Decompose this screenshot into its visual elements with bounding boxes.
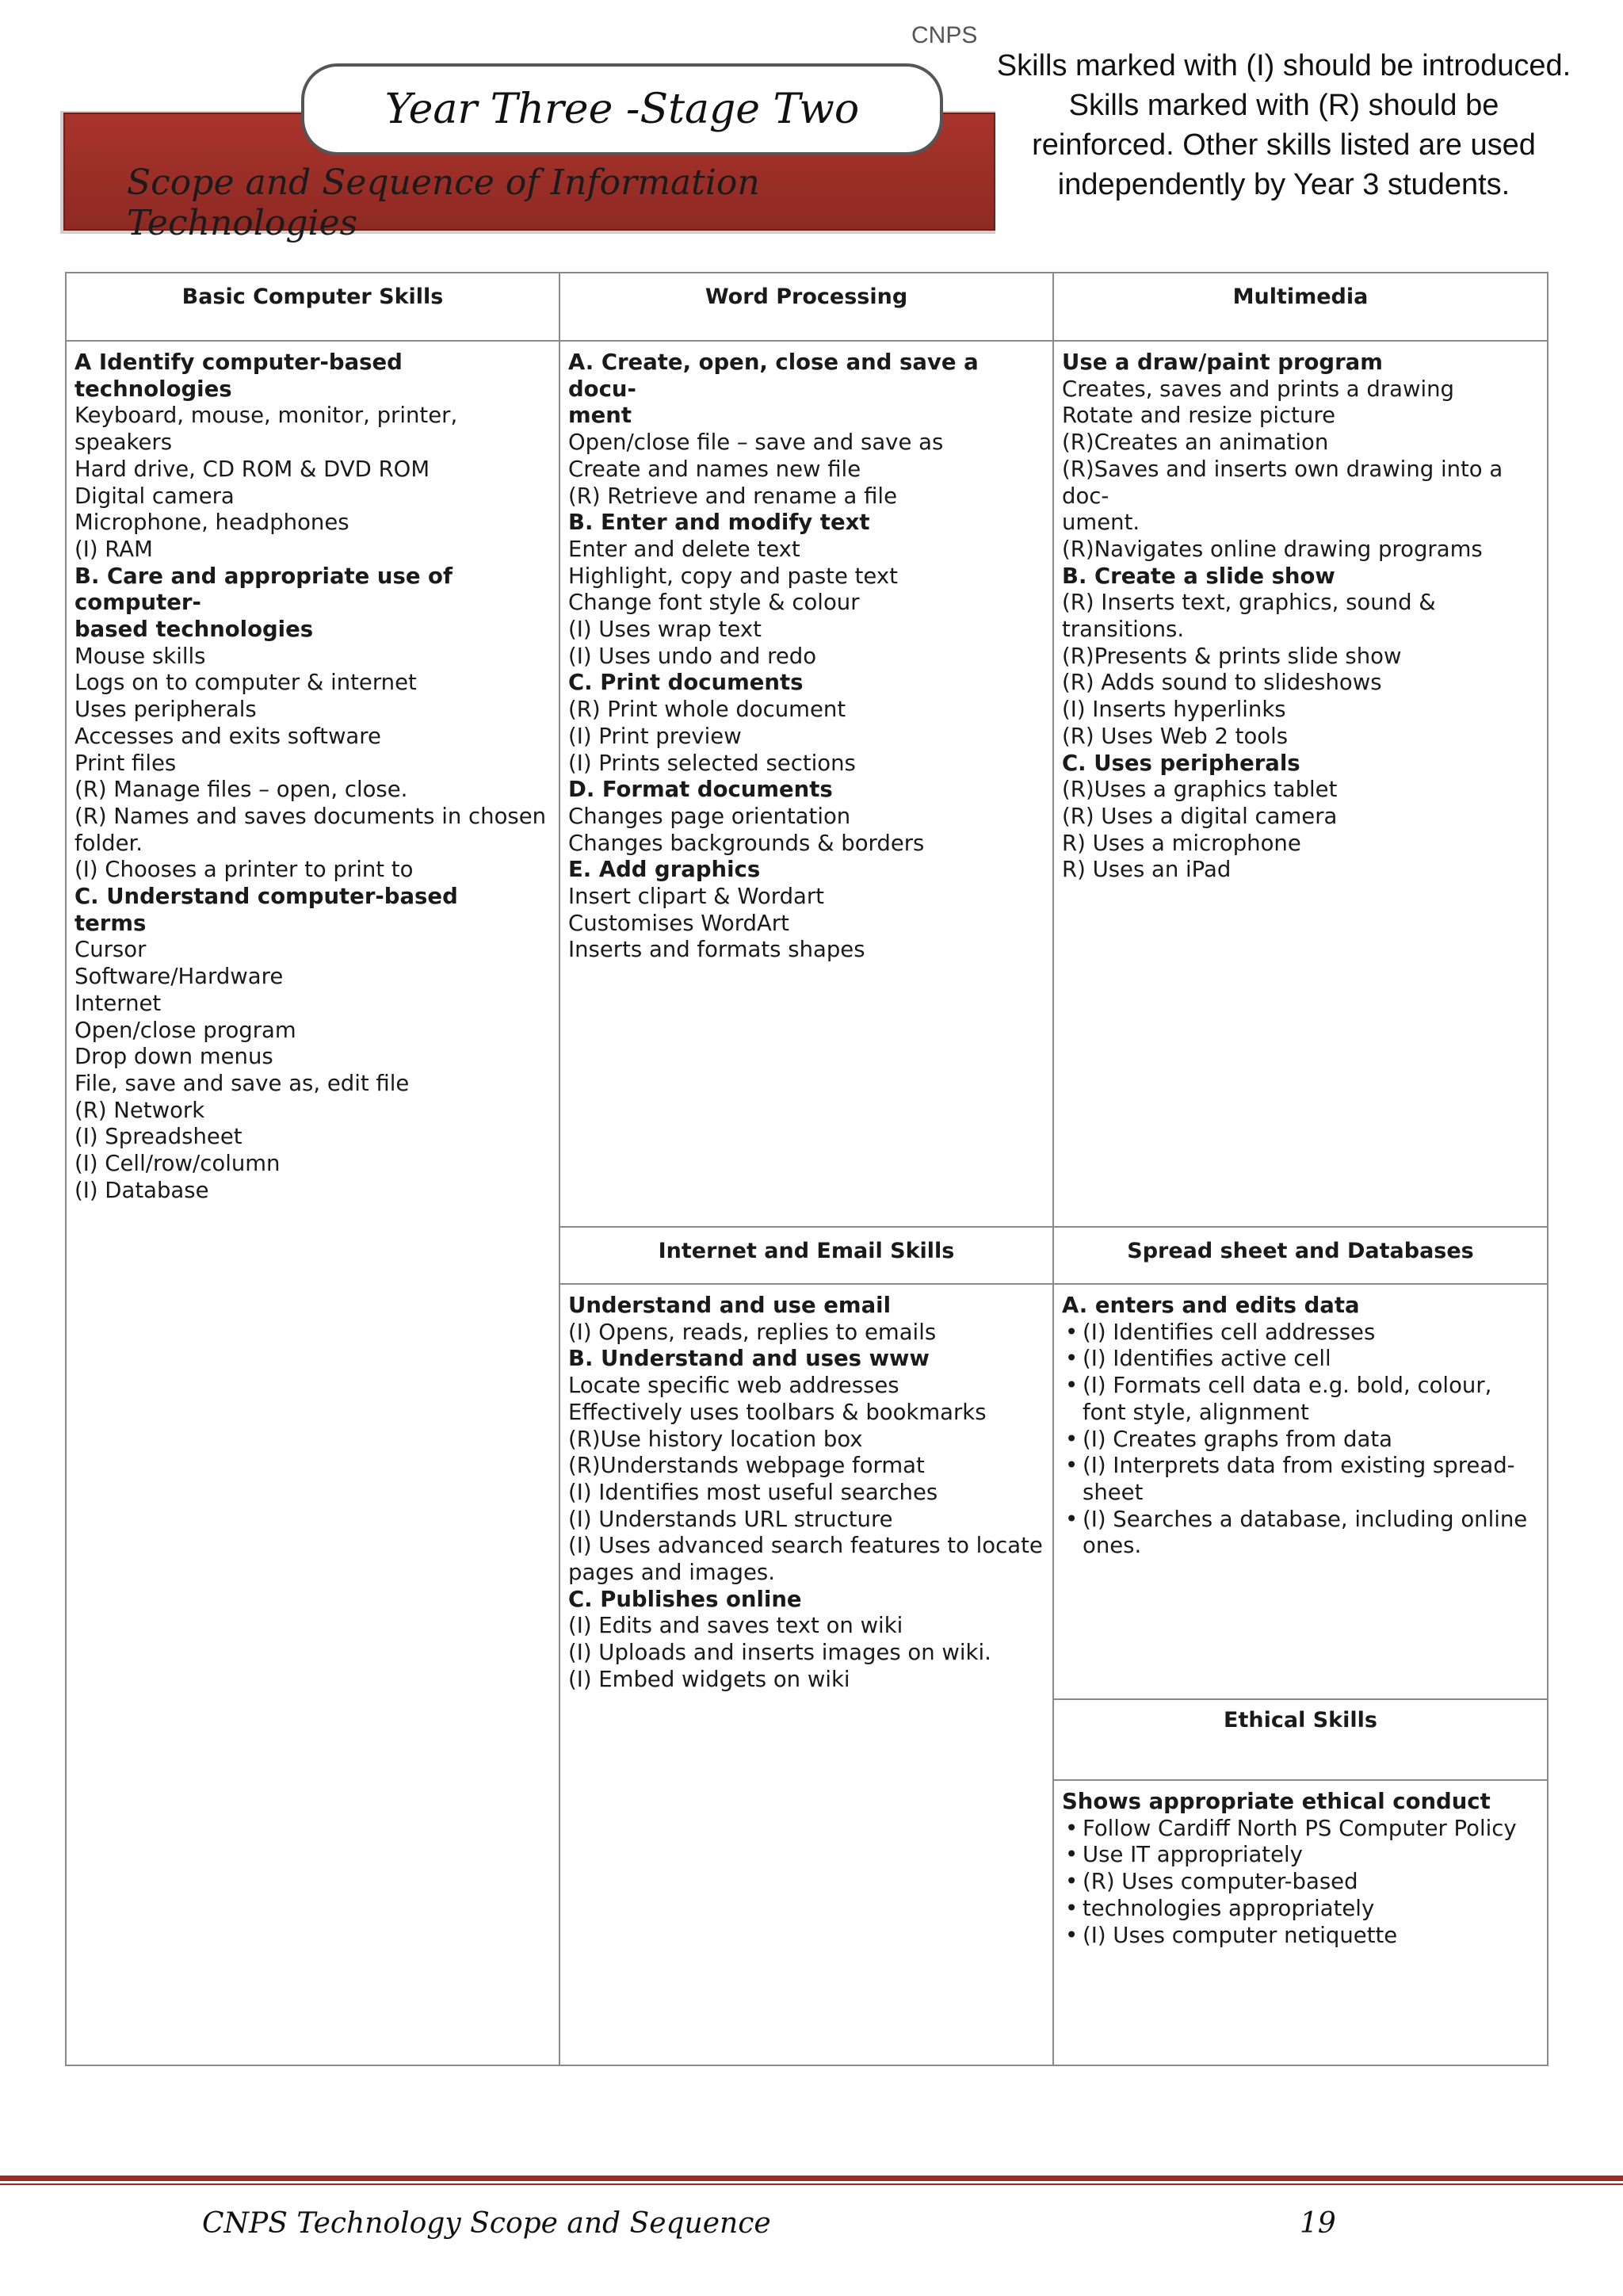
footer-text: CNPS Technology Scope and Sequence: [202, 2207, 771, 2240]
skill-item: (I) Understands URL structure: [568, 1506, 893, 1532]
heading-ethical: Ethical Skills: [1053, 1699, 1548, 1780]
section-heading: based technologies: [74, 617, 314, 643]
legend-note: Skills marked with (I) should be introduced. Skills marked with (R) should be reinforced. Other skills listed are used independently by Year 3 students.: [996, 49, 1571, 201]
section-heading: C. Understand computer-based: [74, 884, 458, 910]
bullet-item: • technologies appropriately: [1062, 1896, 1539, 1923]
skill-item: Open/close file – save and save as: [568, 430, 944, 456]
skill-item: (I) Uploads and inserts images on wiki.: [568, 1640, 991, 1666]
skill-item: Creates, saves and prints a drawing: [1062, 376, 1455, 402]
bullet-item: • (I) Searches a database, including online ones.: [1062, 1507, 1539, 1560]
skill-item: (I) Opens, reads, replies to emails: [568, 1319, 937, 1345]
skill-item: Microphone, headphones: [74, 510, 349, 536]
cell-basic: [66, 341, 559, 2065]
skill-item: (R) Manage files – open, close.: [74, 777, 408, 803]
skill-item: Software/Hardware: [74, 964, 284, 990]
skill-item: pages and images.: [568, 1560, 775, 1586]
scope-table: [65, 272, 1549, 2066]
skill-item: Internet: [74, 990, 162, 1016]
skill-item: Mouse skills: [74, 643, 206, 669]
skill-item: (R) Uses Web 2 tools: [1062, 723, 1289, 749]
skill-item: Changes backgrounds & borders: [568, 830, 925, 856]
heading-internet: Internet and Email Skills: [559, 1227, 1053, 1284]
cell-spreadsheet: [1053, 1284, 1548, 1699]
skill-item: Locate specific web addresses: [568, 1373, 899, 1399]
skill-item: (I) Prints selected sections: [568, 750, 856, 776]
cell-internet: [559, 1284, 1053, 2065]
skill-item: (I) Uses wrap text: [568, 617, 762, 643]
skill-item: (I) Embed widgets on wiki: [568, 1666, 850, 1692]
skill-item: (I) Identifies most useful searches: [568, 1479, 938, 1505]
section-heading: A. Create, open, close and save a docu-: [568, 350, 979, 402]
page-number: 19: [1300, 2207, 1336, 2240]
skill-item: (R) Names and saves documents in chosen: [74, 803, 547, 829]
cell-word: [559, 341, 1053, 1227]
bullet-item: • (I) Creates graphs from data: [1062, 1427, 1539, 1454]
section-heading: A. enters and edits data: [1062, 1293, 1360, 1318]
skill-item: Hard drive, CD ROM & DVD ROM: [74, 456, 430, 482]
bullet-item: • (I) Identifies active cell: [1062, 1346, 1539, 1373]
skill-item: Insert clipart & Wordart: [568, 884, 824, 910]
section-heading: C. Print documents: [568, 670, 804, 696]
school-label: CNPS: [911, 22, 978, 48]
skill-item: folder.: [74, 830, 143, 856]
skill-item: (I) Database: [74, 1177, 209, 1203]
skill-item: Inserts and formats shapes: [568, 937, 865, 963]
section-heading: B. Care and appropriate use of computer-: [74, 563, 453, 616]
heading-spreadsheet: Spread sheet and Databases: [1053, 1227, 1548, 1284]
skill-item: Effectively uses toolbars & bookmarks: [568, 1399, 987, 1425]
skill-item: Open/close program: [74, 1017, 296, 1043]
section-heading: Shows appropriate ethical conduct: [1062, 1789, 1491, 1814]
section-heading: A Identify computer-based technologies: [74, 350, 403, 402]
skill-item: (I) Inserts hyperlinks: [1062, 697, 1286, 723]
skill-item: (R)Navigates online drawing programs: [1062, 536, 1483, 562]
skill-item: (I) Spreadsheet: [74, 1124, 242, 1150]
skill-item: (R) Uses a digital camera: [1062, 803, 1338, 829]
skill-item: (I) Print preview: [568, 723, 742, 749]
page-title: Year Three -Stage Two: [301, 63, 943, 155]
skill-item: (R)Use history location box: [568, 1426, 863, 1452]
skill-item: Customises WordArt: [568, 910, 789, 936]
section-heading: ment: [568, 403, 632, 429]
section-heading: C. Publishes online: [568, 1586, 802, 1612]
skill-item: (I) RAM: [74, 536, 153, 562]
skill-item: (I) Chooses a printer to print to: [74, 857, 414, 883]
skill-item: (R) Inserts text, graphics, sound & transitions.: [1062, 590, 1436, 643]
skill-item: Drop down menus: [74, 1044, 273, 1070]
skill-item: Logs on to computer & internet: [74, 670, 417, 696]
footer-rule-thin: [0, 2183, 1623, 2185]
bullet-item: • (R) Uses computer-based: [1062, 1869, 1539, 1896]
bullet-item: • Use IT appropriately: [1062, 1842, 1539, 1869]
bullet-item: • (I) Formats cell data e.g. bold, colour, font style, alignment: [1062, 1373, 1539, 1426]
skill-item: (R)Presents & prints slide show: [1062, 643, 1402, 669]
bullet-item: • Follow Cardiff North PS Computer Policy: [1062, 1816, 1539, 1843]
section-heading: D. Format documents: [568, 777, 833, 803]
heading-multimedia: Multimedia: [1053, 273, 1548, 341]
heading-basic: Basic Computer Skills: [66, 273, 559, 341]
skill-item: Rotate and resize picture: [1062, 403, 1335, 429]
bullet-item: • (I) Uses computer netiquette: [1062, 1923, 1539, 1950]
cell-multimedia: [1053, 341, 1548, 1227]
bullet-item: • (I) Identifies cell addresses: [1062, 1320, 1539, 1347]
skill-item: R) Uses a microphone: [1062, 830, 1301, 856]
skill-item: (R) Print whole document: [568, 697, 846, 723]
skill-item: Change font style & colour: [568, 590, 860, 616]
section-heading: B. Create a slide show: [1062, 563, 1335, 589]
bullet-item: • (I) Interprets data from existing spread-sheet: [1062, 1453, 1539, 1506]
footer-rule: [0, 2176, 1623, 2181]
section-heading: Understand and use email: [568, 1293, 891, 1318]
skill-item: Cursor: [74, 937, 147, 963]
skill-item: Create and names new file: [568, 456, 861, 482]
section-heading: E. Add graphics: [568, 857, 761, 883]
skill-item: (I) Uses undo and redo: [568, 643, 817, 669]
skill-item: (R) Retrieve and rename a file: [568, 483, 897, 509]
skill-item: (R)Saves and inserts own drawing into a doc-: [1062, 456, 1503, 509]
skill-item: Print files: [74, 750, 177, 776]
skill-item: Enter and delete text: [568, 536, 800, 562]
skill-item: Changes page orientation: [568, 803, 851, 829]
skill-item: (R) Adds sound to slideshows: [1062, 670, 1382, 696]
skill-item: Keyboard, mouse, monitor, printer, speakers: [74, 403, 458, 456]
table-row-1: [66, 341, 1548, 1227]
table-header-row: [66, 273, 1548, 341]
skill-item: ument.: [1062, 510, 1140, 536]
cell-ethical: [1053, 1780, 1548, 2065]
section-heading: B. Understand and uses www: [568, 1346, 930, 1372]
skill-item: (R)Understands webpage format: [568, 1453, 925, 1479]
skill-item: Accesses and exits software: [74, 723, 381, 749]
skill-item: R) Uses an iPad: [1062, 857, 1232, 883]
skill-item: (R)Creates an animation: [1062, 430, 1329, 456]
skill-item: (R)Uses a graphics tablet: [1062, 777, 1338, 803]
skill-item: Digital camera: [74, 483, 235, 509]
section-heading: C. Uses peripherals: [1062, 750, 1300, 776]
section-heading: terms: [74, 910, 147, 936]
skill-item: Highlight, copy and paste text: [568, 563, 898, 589]
skill-item: Uses peripherals: [74, 697, 257, 723]
skill-item: (I) Uses advanced search features to locate: [568, 1533, 1043, 1559]
skill-item: File, save and save as, edit file: [74, 1070, 410, 1096]
section-heading: B. Enter and modify text: [568, 510, 870, 536]
banner-subtitle: Scope and Sequence of Information Technologies: [127, 162, 760, 243]
skill-item: (R) Network: [74, 1097, 205, 1123]
skill-item: (I) Edits and saves text on wiki: [568, 1613, 903, 1639]
section-heading: Use a draw/paint program: [1062, 350, 1383, 375]
skill-item: (I) Cell/row/column: [74, 1151, 281, 1177]
heading-word: Word Processing: [559, 273, 1053, 341]
